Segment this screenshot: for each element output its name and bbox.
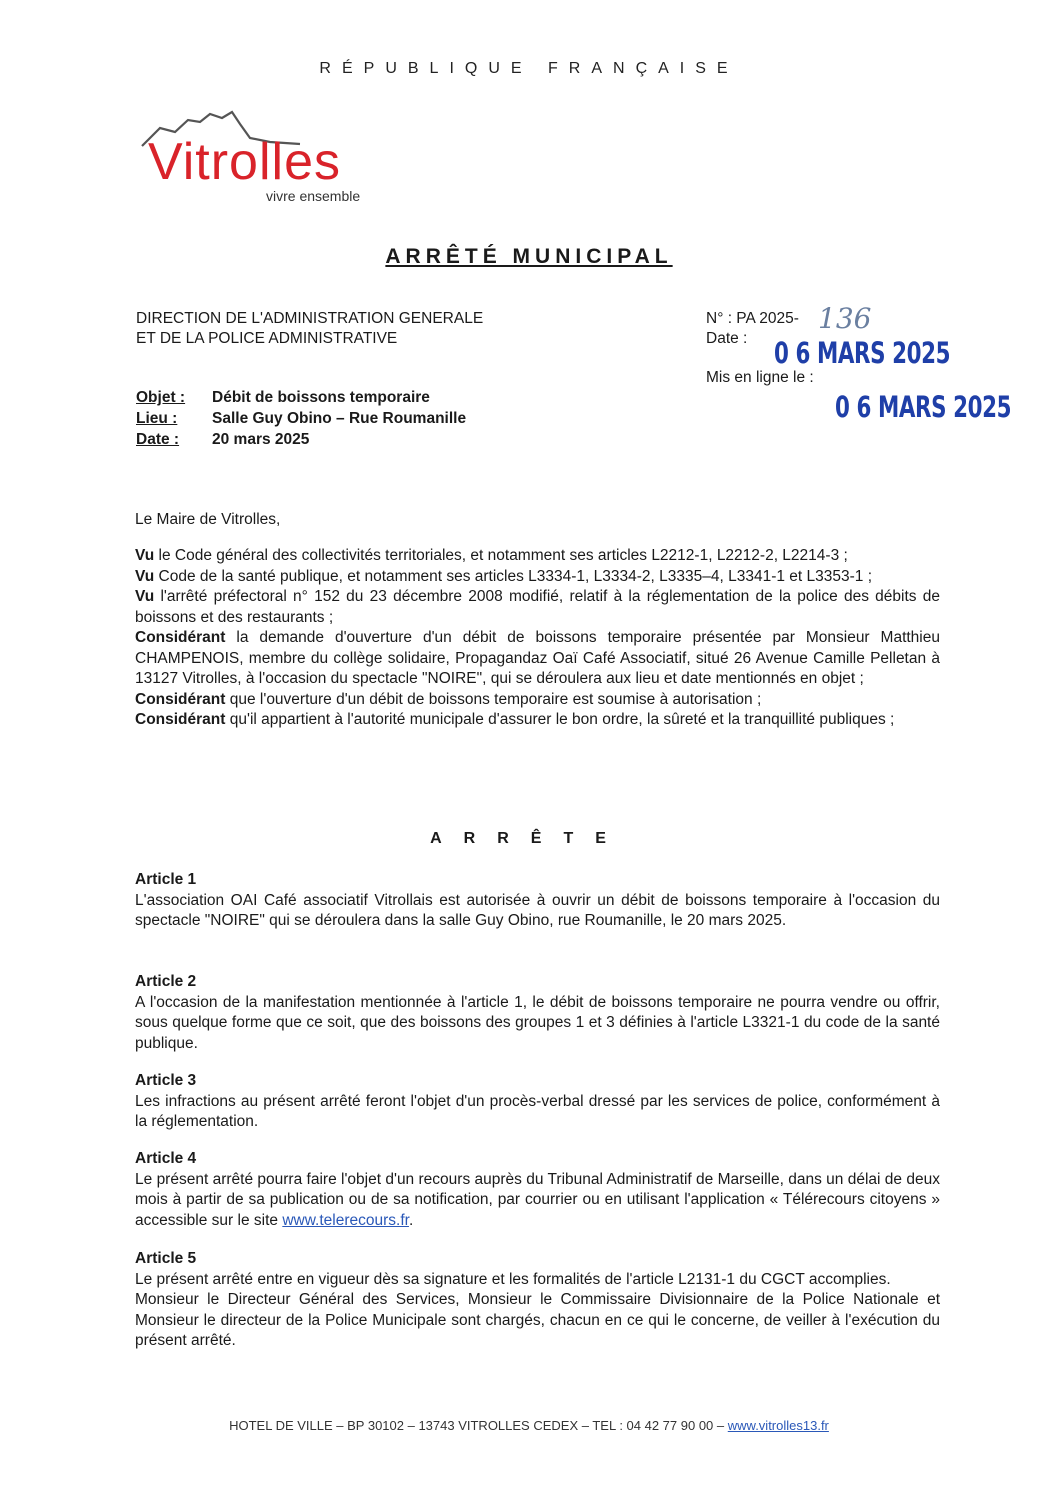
article-3 [135, 1071, 940, 1133]
telerecours-link[interactable]: www.telerecours.fr [282, 1211, 409, 1229]
vu-keyword: Vu [135, 547, 155, 564]
considerant-3 [135, 710, 940, 731]
date-stamp: 0 6 MARS 2025 [774, 336, 951, 370]
article-title: Article 4 [135, 1150, 197, 1167]
direction-line-2: ET DE LA POLICE ADMINISTRATIVE [136, 330, 398, 347]
article-5 [135, 1249, 940, 1352]
article-4 [135, 1149, 940, 1231]
online-label: Mis en ligne le : [706, 369, 814, 386]
article-2 [135, 972, 940, 1054]
article-text: A l'occasion de la manifestation mentionnée à l'article 1, le débit de boissons temporaire ne pourra vendre ou offrir, sous quelque forme que ce soit, que des boissons des groupes 1 et 3 définies à l'article L3321-1 du code de la santé publique. [135, 993, 940, 1052]
logo-tagline: vivre ensemble [266, 188, 361, 204]
date-label: Date : [706, 330, 748, 347]
handwritten-number: 136 [818, 302, 872, 335]
lieu-label: Lieu : [136, 410, 178, 427]
article-1 [135, 870, 940, 932]
direction-line-1: DIRECTION DE L'ADMINISTRATION GENERALE [136, 310, 484, 327]
vu-text: le Code général des collectivités territoriales, et notamment ses articles L2212-1, L2212-2, L2214-3 ; [154, 547, 848, 564]
vu-text: Code de la santé publique, et notamment ses articles L3334-1, L3334-2, L3335–4, L3341-1 et L3353-1 ; [154, 567, 873, 585]
considerant-keyword: Considérant [135, 629, 226, 646]
article-title: Article 2 [135, 973, 197, 990]
vu-text: l'arrêté préfectoral n° 152 du 23 décembre 2008 modifié, relatif à la réglementation de la police des débits de boissons et des restaurants ; [135, 588, 940, 626]
objet-value: Débit de boissons temporaire [212, 389, 430, 406]
considerant-keyword: Considérant [135, 690, 226, 708]
article-text: Les infractions au présent arrêté feront l'objet d'un procès-verbal dressé par les services de police, conformément à la réglementation. [135, 1092, 940, 1130]
considerant-2 [135, 690, 940, 711]
article-title: Article 5 [135, 1250, 197, 1267]
republic-header: RÉPUBLIQUE FRANÇAISE [319, 60, 739, 77]
vu-keyword: Vu [135, 567, 155, 585]
vu-2 [135, 567, 940, 588]
article-text: Le présent arrêté entre en vigueur dès sa signature et les formalités de l'article L2131-1 du CGCT accomplies. [135, 1270, 891, 1288]
vu-3 [135, 587, 940, 628]
logo-wordmark: Vitrolles [148, 133, 342, 191]
page-title: ARRÊTÉ MUNICIPAL [385, 245, 673, 268]
footer-website-link[interactable]: www.vitrolles13.fr [727, 1418, 829, 1433]
footer [0, 1418, 1058, 1433]
subject-lieu [136, 408, 466, 429]
subject-date-value: 20 mars 2025 [212, 431, 310, 448]
subject-date-label: Date : [136, 431, 180, 448]
vu-keyword: Vu [135, 588, 155, 605]
considerant-text: que l'ouverture d'un débit de boissons temporaire est soumise à autorisation ; [225, 690, 762, 708]
footer-text: HOTEL DE VILLE – BP 30102 – 13743 VITROLLES CEDEX – TEL : 04 42 77 90 00 – [229, 1418, 728, 1433]
article-title: Article 1 [135, 871, 197, 888]
arrete-heading: ARRÊTE [430, 830, 628, 847]
subject-date [136, 429, 309, 450]
article-text-2: Monsieur le Directeur Général des Services, Monsieur le Commissaire Divisionnaire de la Police Nationale et Monsieur le directeur de la Police Municipale sont chargés, chacun en ce qui le concerne, de veiller à l'exécution du présent arrêté. [135, 1291, 940, 1349]
considerant-keyword: Considérant [135, 711, 226, 728]
lieu-value: Salle Guy Obino – Rue Roumanille [212, 410, 467, 427]
preamble-opening: Le Maire de Vitrolles, [135, 511, 281, 528]
number-label: N° : PA 2025- [706, 310, 799, 327]
article-title: Article 3 [135, 1072, 197, 1089]
considerant-text: qu'il appartient à l'autorité municipale d'assurer le bon ordre, la sûreté et la tranquillité publiques ; [225, 711, 895, 728]
considerant-1 [135, 628, 940, 690]
preamble [135, 546, 940, 731]
article-text: L'association OAI Café associatif Vitrollais est autorisée à ouvrir un débit de boissons temporaire à l'occasion du spectacle "NOIRE" qui se déroulera dans la salle Guy Obino, rue Roumanille, le 20 mars 2025. [135, 891, 940, 929]
online-date-stamp: 0 6 MARS 2025 [835, 390, 1012, 424]
article-text: Le présent arrêté pourra faire l'objet d'un recours auprès du Tribunal Administratif de Marseille, dans un délai de deux mois à partir de sa publication ou de sa notification, par courrier ou en utilisant l'application « Télérecours citoyens » accessible sur le site [135, 1170, 940, 1229]
vu-1 [135, 546, 940, 567]
considerant-text: la demande d'ouverture d'un débit de boissons temporaire présentée par Monsieur Matthieu CHAMPENOIS, membre du collège solidaire, Propagandaz Oaï Café Associatif, situé 26 Avenue Camille Pelletan à 13127 Vitrolles, à l'occasion du spectacle "NOIRE", qui se déroulera aux lieu et date mentionnés en objet ; [135, 629, 940, 687]
subject-objet [136, 387, 430, 408]
article-text-end: . [408, 1211, 414, 1229]
objet-label: Objet : [136, 389, 186, 406]
